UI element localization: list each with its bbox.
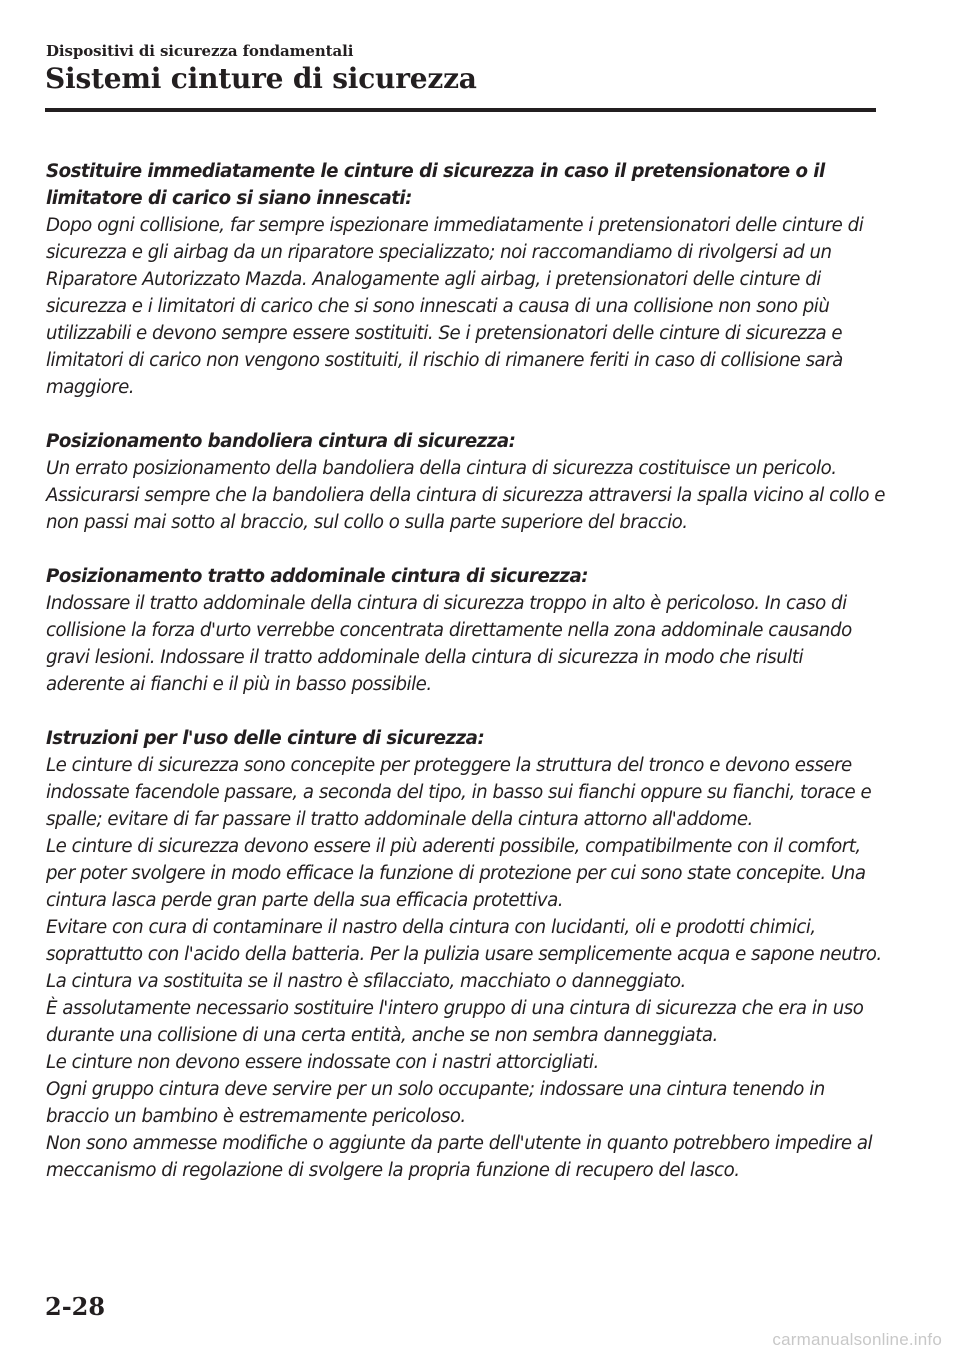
section-block-pretensioner [46, 158, 886, 401]
title-divider [45, 108, 876, 112]
section-heading: Posizionamento tratto addominale cintura di sicurezza: [46, 566, 589, 587]
section-block-shoulder-belt [46, 428, 886, 536]
paragraph: Non sono ammesse modifiche o aggiunte da parte dell'utente in quanto potrebbero impedire al meccanismo di regolazione di svolgere la propria funzione di recupero del lasco. [46, 1133, 873, 1181]
section-label: Dispositivi di sicurezza fondamentali [46, 42, 354, 60]
page-number: 2-28 [45, 1292, 106, 1321]
section-heading: Sostituire immediatamente le cinture di sicurezza in caso il pretensionatore o il limitatore di carico si siano innescati: [46, 161, 825, 209]
body-content [46, 158, 886, 1211]
paragraph: È assolutamente necessario sostituire l'intero gruppo di una cintura di sicurezza che era in uso durante una collisione di una certa entità, anche se non sembra danneggiata. [46, 998, 864, 1046]
paragraph: Un errato posizionamento della bandoliera della cintura di sicurezza costituisce un pericolo. Assicurarsi sempre che la bandoliera della cintura di sicurezza attraversi la spalla vicino al collo e non passi mai sotto al braccio, sul collo o sulla parte superiore del braccio. [46, 458, 885, 533]
paragraph: Le cinture non devono essere indossate con i nastri attorcigliati. [46, 1052, 599, 1073]
section-heading: Istruzioni per l'uso delle cinture di sicurezza: [46, 728, 485, 749]
paragraph: Le cinture di sicurezza sono concepite per proteggere la struttura del tronco e devono essere indossate facendole passare, a seconda del tipo, in basso sui fianchi oppure su fianchi, torace e spalle; evitare di far passare il tratto addominale della cintura attorno all'addome. [46, 755, 872, 830]
section-heading: Posizionamento bandoliera cintura di sicurezza: [46, 431, 516, 452]
paragraph: Le cinture di sicurezza devono essere il più aderenti possibile, compatibilmente con il comfort, per poter svolgere in modo efficace la funzione di protezione per cui sono state concepite. Una cintura lasca perde gran parte della sua efficacia protettiva. [46, 836, 866, 911]
paragraph: Ogni gruppo cintura deve servire per un solo occupante; indossare una cintura tenendo in braccio un bambino è estremamente pericoloso. [46, 1079, 825, 1127]
paragraph: Indossare il tratto addominale della cintura di sicurezza troppo in alto è pericoloso. In caso di collisione la forza d'urto verrebbe concentrata direttamente nella zona addominale causando gravi lesioni. Indossare il tratto addominale della cintura di sicurezza in modo che risulti aderente ai fianchi e il più in basso possibile. [46, 593, 852, 695]
page-title: Sistemi cinture di sicurezza [45, 62, 477, 95]
paragraph: Dopo ogni collisione, far sempre ispezionare immediatamente i pretensionatori delle cinture di sicurezza e gli airbag da un riparatore specializzato; noi raccomandiamo di rivolgersi ad un Riparatore Autorizzato Mazda. Analogamente agli airbag, i pretensionatori delle cinture di sicurezza e i limitatori di carico che si sono innescati a causa di una collisione non sono più utilizzabili e devono sempre essere sostituiti. Se i pretensionatori delle cinture di sicurezza e limitatori di carico non vengono sostituiti, il rischio di rimanere feriti in caso di collisione sarà maggiore. [46, 215, 864, 398]
section-block-usage-instructions [46, 725, 886, 1184]
section-block-lap-belt [46, 563, 886, 698]
watermark: carmanualsonline.info [772, 1330, 942, 1349]
paragraph: Evitare con cura di contaminare il nastro della cintura con lucidanti, oli e prodotti chimici, soprattutto con l'acido della batteria. Per la pulizia usare semplicemente acqua e sapone neutro. La cintura va sostituita se il nastro è sfilacciato, macchiato o danneggiato. [46, 917, 882, 992]
